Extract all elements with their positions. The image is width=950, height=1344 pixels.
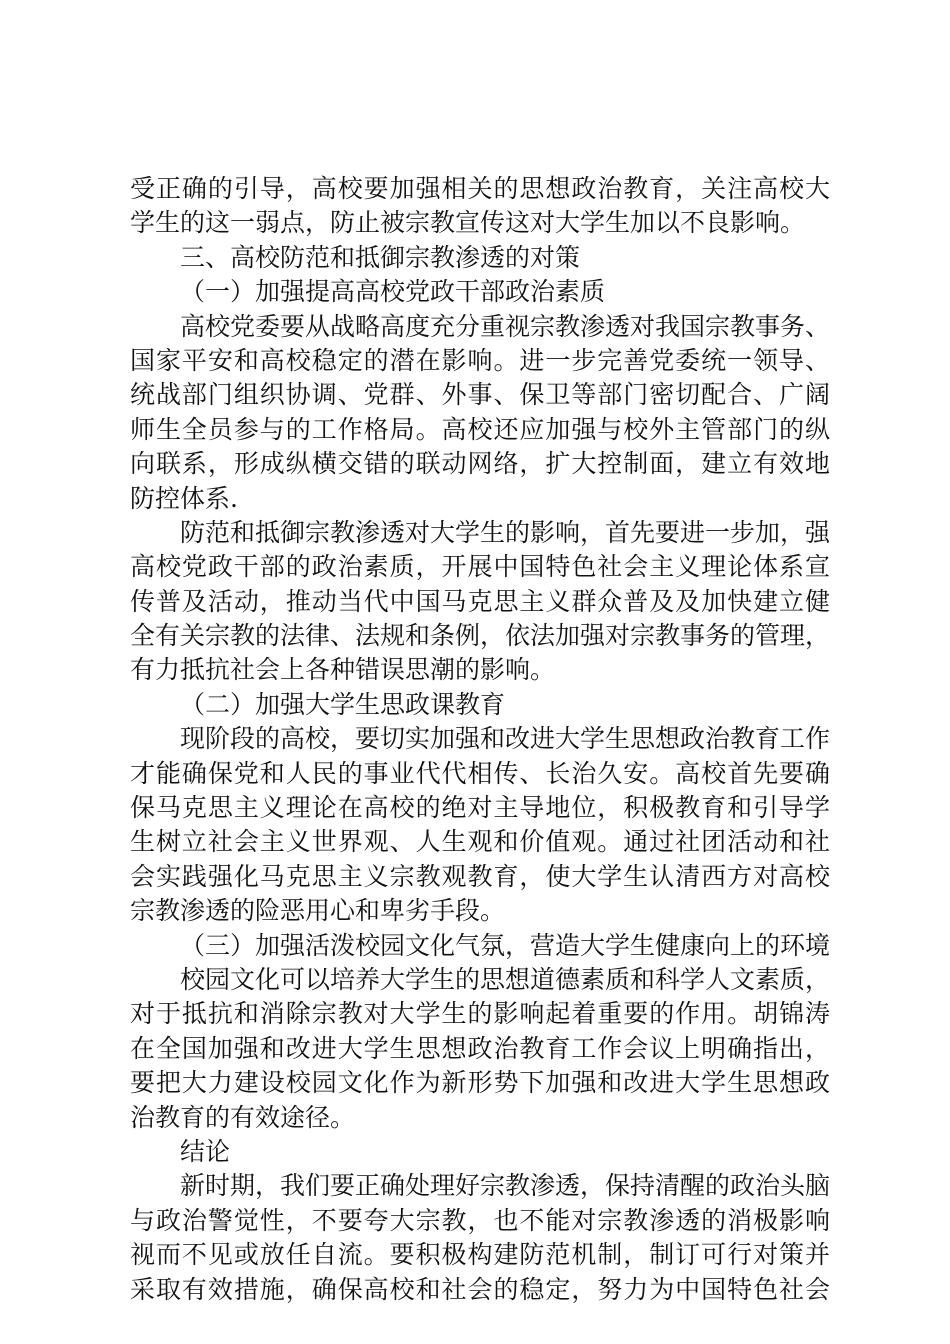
subsection-heading: （三）加强活泼校园文化气氛，营造大学生健康向上的环境	[180, 930, 831, 960]
text-line: 视而不见或放任自流。要积极构建防范机制，制订可行对策并	[130, 1240, 830, 1270]
text-line: 对于抵抗和消除宗教对大学生的影响起着重要的作用。胡锦涛	[130, 999, 830, 1029]
document-body	[130, 172, 830, 1307]
text-line: 与政治警觉性，不要夸大宗教，也不能对宗教渗透的消极影响	[130, 1205, 830, 1235]
text-line: 要把大力建设校园文化作为新形势下加强和改进大学生思想政	[130, 1068, 830, 1098]
text-line: 防控体系.	[130, 483, 238, 513]
section-heading: 三、高校防范和抵御宗教渗透的对策	[180, 242, 581, 272]
text-line: 高校党委要从战略高度充分重视宗教渗透对我国宗教事务、	[180, 311, 831, 341]
text-line: 受正确的引导，高校要加强相关的思想政治教育，关注高校大	[130, 174, 830, 203]
text-line: 现阶段的高校，要切实加强和改进大学生思想政治教育工作	[180, 724, 831, 754]
text-line: 统战部门组织协调、党群、外事、保卫等部门密切配合、广阔	[130, 380, 830, 410]
text-line: 向联系，形成纵横交错的联动网络，扩大控制面，建立有效地	[130, 449, 830, 479]
text-line: 学生的这一弱点，防止被宗教宣传这对大学生加以不良影响。	[130, 208, 806, 238]
text-line: 全有关宗教的法律、法规和条例，依法加强对宗教事务的管理，	[130, 621, 831, 651]
text-line: 防范和抵御宗教渗透对大学生的影响，首先要进一步加，强	[180, 517, 831, 547]
text-line: 传普及活动，推动当代中国马克思主义群众普及及加快建立健	[130, 586, 830, 616]
text-line: 校园文化可以培养大学生的思想道德素质和科学人文素质，	[180, 964, 831, 994]
text-line: 会实践强化马克思主义宗教观教育，使大学生认清西方对高校	[130, 861, 830, 891]
text-line: 新时期，我们要正确处理好宗教渗透，保持清醒的政治头脑	[180, 1171, 831, 1201]
text-line: 生树立社会主义世界观、人生观和价值观。通过社团活动和社	[130, 827, 830, 857]
text-line: 治教育的有效途径。	[130, 1102, 356, 1132]
text-line: 在全国加强和改进大学生思想政治教育工作会议上明确指出，	[130, 1033, 830, 1063]
text-line: 高校党政干部的政治素质，开展中国特色社会主义理论体系宣	[130, 552, 830, 582]
text-line: 保马克思主义理论在高校的绝对主导地位，积极教育和引导学	[130, 793, 830, 823]
text-line: 有力抵抗社会上各种错误思潮的影响。	[130, 655, 556, 685]
text-line: 宗教渗透的险恶用心和卑劣手段。	[130, 896, 506, 926]
text-line: 国家平安和高校稳定的潜在影响。进一步完善党委统一领导、	[130, 345, 830, 375]
subsection-heading: （二）加强大学生思政课教育	[180, 689, 506, 719]
text-line: 才能确保党和人民的事业代代相传、长治久安。高校首先要确	[130, 758, 830, 788]
text-line: 采取有效措施，确保高校和社会的稳定，努力为中国特色社会	[130, 1274, 830, 1304]
section-heading: 结论	[180, 1136, 231, 1166]
text-line: 师生全员参与的工作格局。高校还应加强与校外主管部门的纵	[130, 414, 830, 444]
subsection-heading: （一）加强提高高校党政干部政治素质	[180, 277, 606, 307]
